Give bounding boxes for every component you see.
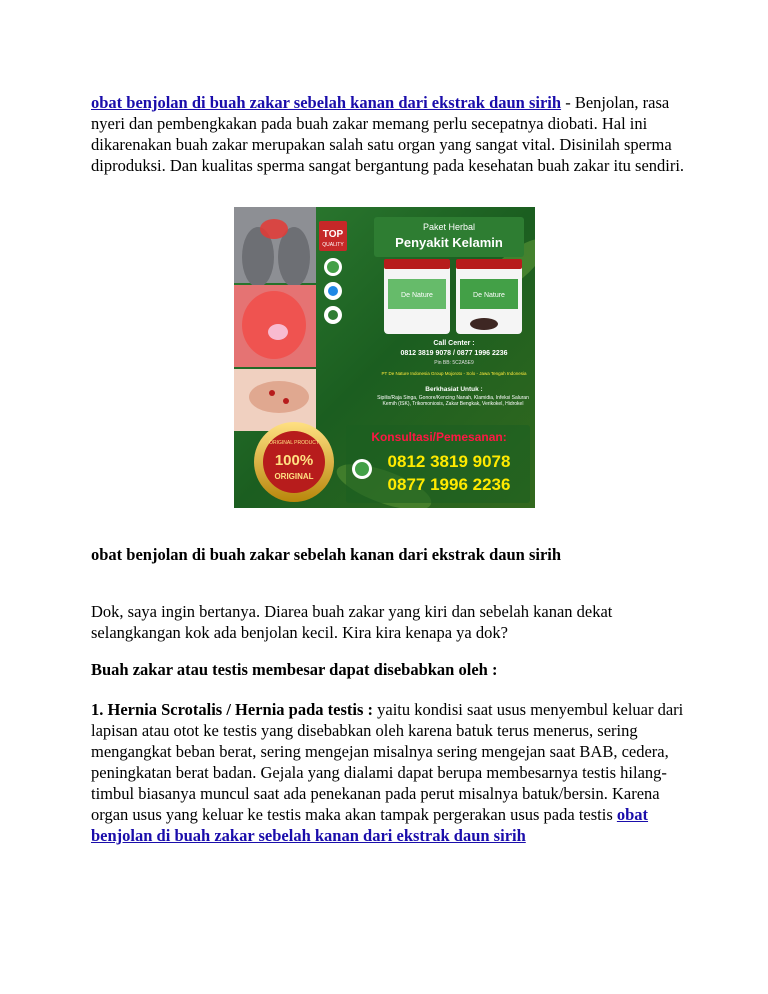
intro-link[interactable]: obat benjolan di buah zakar sebelah kanan dari ekstrak daun sirih [91, 93, 562, 112]
title-banner [374, 217, 524, 257]
cause-1-text: yaitu kondisi saat usus menyembul keluar dari lapisan atau otot ke testis yang disebabkan oleh karena batuk terus menerus, sering mengangkat beban berat, sering mengejan misalnya sering mengejan saat BAB, cedera, peningkatan berat badan. Gejala yang dialami dapat berupa membesarnya testis hilang-timbul biasanya muncul saat ada penekanan pada perut misalnya batuk/bersin. Karena organ usus yang keluar ke testis maka akan tampak pergerakan usus pada testis [91, 700, 684, 824]
call-center-label: Call Center : [433, 340, 475, 347]
badge-quality: QUALITY [322, 242, 344, 248]
jar-left-label: De Nature [401, 292, 433, 299]
intro-paragraph [91, 92, 691, 176]
section-title: obat benjolan di buah zakar sebelah kanan dari ekstrak daun sirih [91, 545, 562, 564]
seal-bottom: ORIGINAL [274, 472, 314, 481]
phone-1: 0812 3819 9078 [387, 452, 511, 471]
question-paragraph: Dok, saya ingin bertanya. Diarea buah zakar yang kiri dan sebelah kanan dekat selangkangan kok ada benjolan kecil. Kira kira kenapa ya dok? [91, 602, 613, 642]
jar-right-label: De Nature [473, 292, 505, 299]
causes-heading: Buah zakar atau testis membesar dapat disebabkan oleh : [91, 660, 498, 679]
seal-percent: 100% [274, 452, 314, 469]
konsultasi-label: Konsultasi/Pemesanan: [371, 430, 507, 444]
pin-bb: Pin BB: 5C2A5E9 [434, 360, 474, 366]
phone-2: 0877 1996 2236 [387, 475, 511, 494]
berkhasiat-label: Berkhasiat Untuk : [425, 386, 483, 393]
product-image [234, 207, 535, 508]
original-seal [254, 422, 334, 502]
order-block [346, 425, 530, 503]
banner-line2: Penyakit Kelamin [395, 235, 503, 250]
call-center-numbers: 0812 3819 9078 / 0877 1996 2236 [400, 350, 508, 357]
badge-top: TOP [322, 229, 344, 240]
cause-1-title: 1. Hernia Scrotalis / Hernia pada testis : [91, 700, 374, 719]
cause-1-paragraph [91, 699, 691, 846]
company-text: PT De Nature Indonesia Group Mojoroto - Solo - Jawa Tengah Indonesia [381, 371, 527, 376]
intro-text: - Benjolan, rasa nyeri dan pembengkakan pada buah zakar memang perlu secepatnya diobati. Hal ini dikarenakan buah zakar merupakan salah satu organ yang sangat vital. Disinilah sperma diproduksi. Dan kualitas sperma sangat bergantung pada kesehatan buah zakar itu sendiri. [91, 93, 685, 175]
banner-line1: Paket Herbal [422, 222, 476, 232]
seal-top: ORIGINAL PRODUCT [269, 440, 319, 446]
cause-1-link[interactable]: obat benjolan di buah zakar sebelah kanan dari ekstrak daun sirih [91, 805, 649, 845]
berkhasiat-text: Sipilis/Raja Singa, Gonore/Kencing Nanah, Klamidia, Infeksi Saluran Kemih (ISK), Trikomoniosis, Zakar Bengkak, Verikokel, Hidrokel [377, 395, 529, 407]
symptom-photos [234, 207, 316, 431]
